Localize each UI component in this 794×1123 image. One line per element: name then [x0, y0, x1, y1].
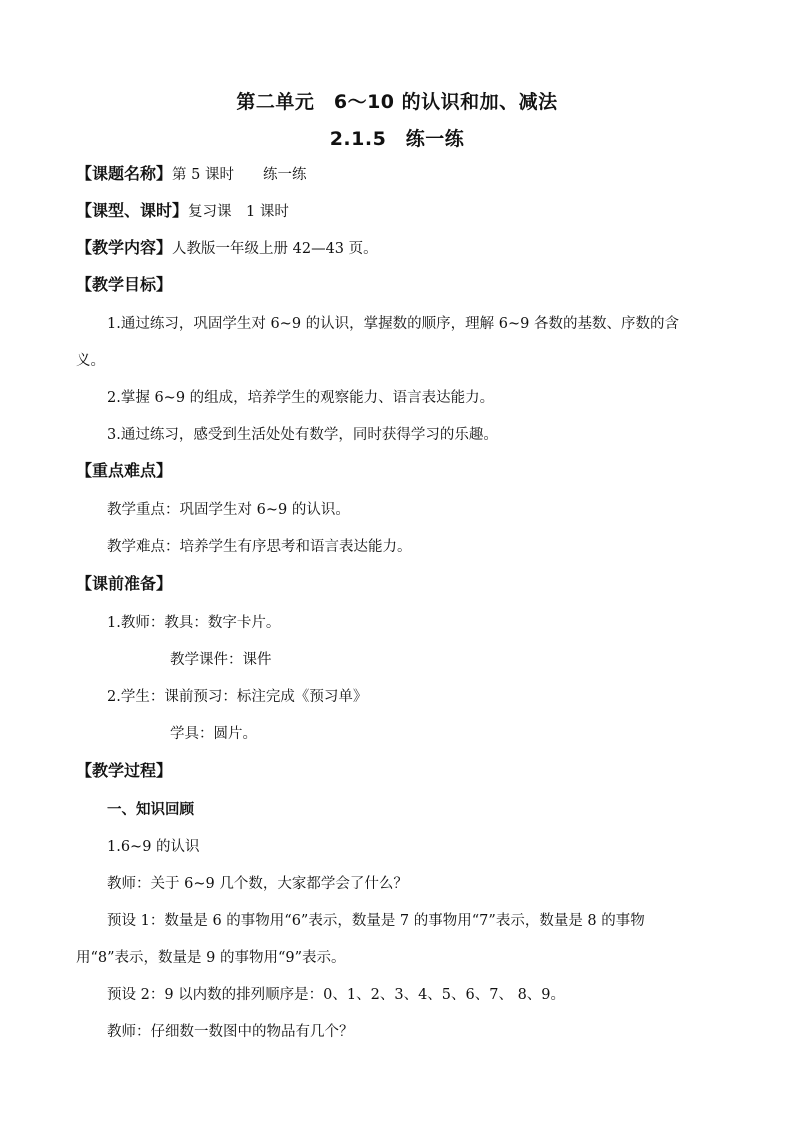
key-points-heading: 【重点难点】: [76, 461, 173, 480]
course-name-row: [76, 164, 722, 185]
course-name-label: 【课题名称】: [76, 164, 173, 183]
unit-title: 第二单元 6～10 的认识和加、减法: [236, 91, 558, 113]
course-name-value: 第 5 课时 练一练: [172, 167, 307, 183]
process-heading: 【教学过程】: [76, 761, 173, 780]
course-type-value: 复习课 1 课时: [188, 204, 289, 220]
goal-1-line-1: 1.通过练习，巩固学生对 6~9 的认识，掌握数的顺序，理解 6~9 各数的基数、序数的含: [107, 316, 679, 332]
preset-1-line-2: 用“8”表示，数量是 9 的事物用“9”表示。: [76, 950, 346, 966]
teaching-content-label: 【教学内容】: [76, 238, 173, 257]
goal-2: 2.掌握 6~9 的组成，培养学生的观察能力、语言表达能力。: [107, 390, 495, 406]
prep-teacher-courseware: 教学课件：课件: [170, 652, 272, 668]
teaching-content-value: 人教版一年级上册 42—43 页。: [172, 241, 378, 257]
prep-teacher-aids: 1.教师：教具：数字卡片。: [107, 615, 281, 631]
prep-student-tools: 学具：圆片。: [170, 726, 257, 742]
item-recognition: 1.6~9 的认识: [107, 839, 200, 855]
preset-2: 预设 2：9 以内数的排列顺序是：0、1、2、3、4、5、6、7、 8、9。: [107, 987, 566, 1003]
course-type-label: 【课型、课时】: [76, 201, 189, 220]
teaching-focus: 教学重点：巩固学生对 6~9 的认识。: [107, 502, 350, 518]
goals-heading: 【教学目标】: [76, 275, 173, 294]
course-type-row: [76, 201, 722, 222]
goal-1-line-2: 义。: [76, 353, 105, 369]
prep-heading: 【课前准备】: [76, 574, 173, 593]
prep-student-preview: 2.学生：课前预习：标注完成《预习单》: [107, 689, 368, 705]
preset-1-line-1: 预设 1：数量是 6 的事物用“6”表示，数量是 7 的事物用“7”表示，数量是 8 的事物: [107, 913, 645, 929]
teaching-difficulty: 教学难点：培养学生有序思考和语言表达能力。: [107, 539, 412, 555]
teaching-content-row: [76, 238, 722, 259]
goal-3: 3.通过练习，感受到生活处处有数学，同时获得学习的乐趣。: [107, 427, 498, 443]
teacher-question-2: 教师：仔细数一数图中的物品有几个？: [107, 1024, 354, 1040]
lesson-title: 2.1.5 练一练: [329, 128, 465, 150]
section-review-heading: 一、知识回顾: [107, 802, 194, 818]
teacher-question-1: 教师：关于 6~9 几个数，大家都学会了什么？: [107, 876, 408, 892]
